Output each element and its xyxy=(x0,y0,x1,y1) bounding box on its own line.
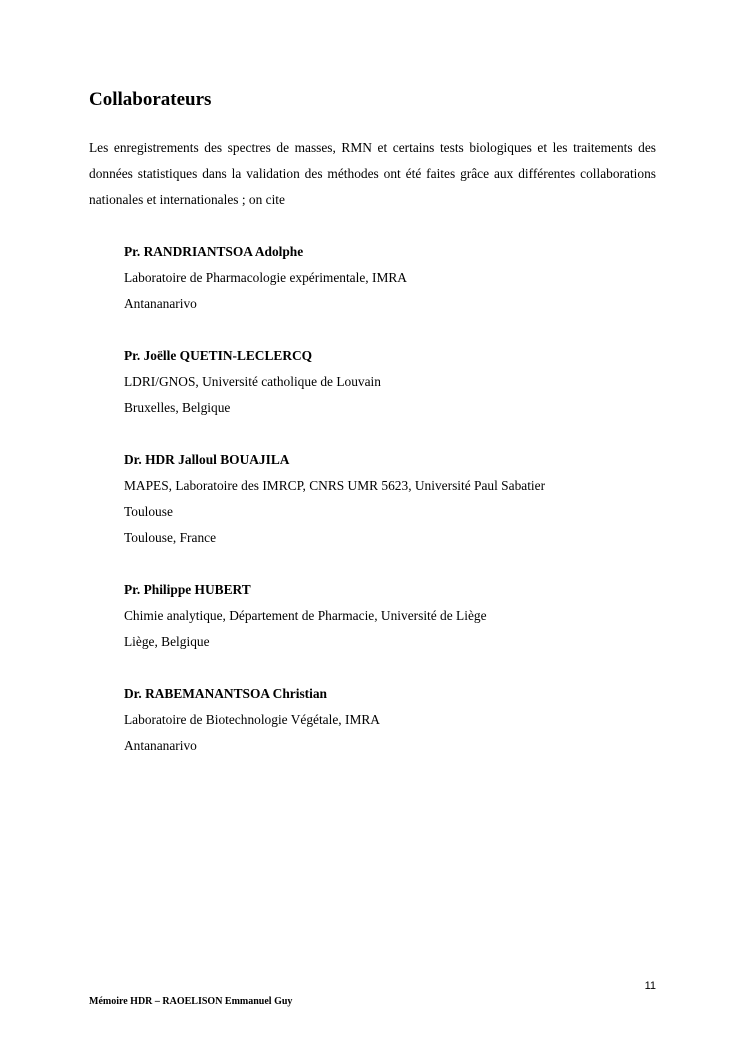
collaborator-location: Antananarivo xyxy=(124,738,197,753)
collaborator-location: Toulouse, France xyxy=(124,530,217,545)
collaborator-entry xyxy=(124,239,684,317)
collaborator-city: Toulouse xyxy=(124,504,173,519)
collaborator-affiliation: Laboratoire de Biotechnologie Végétale, IMRA xyxy=(124,712,380,727)
collaborator-affiliation: LDRI/GNOS, Université catholique de Louvain xyxy=(124,374,381,389)
collaborator-name: Pr. RANDRIANTSOA Adolphe xyxy=(124,244,304,259)
collaborator-name: Pr. Philippe HUBERT xyxy=(124,582,251,597)
collaborator-name: Pr. Joëlle QUETIN-LECLERCQ xyxy=(124,348,313,363)
intro-paragraph: Les enregistrements des spectres de masses, RMN et certains tests biologiques et les traitements des données statistiques dans la validation des méthodes ont été faites grâce aux différentes collaborations nationales et internationales ; on cite xyxy=(89,140,656,207)
collaborator-affiliation: Laboratoire de Pharmacologie expérimentale, IMRA xyxy=(124,270,407,285)
collaborator-location: Bruxelles, Belgique xyxy=(124,400,231,415)
collaborator-location: Antananarivo xyxy=(124,296,197,311)
collaborator-entry xyxy=(124,577,684,655)
footer-text: Mémoire HDR – RAOELISON Emmanuel Guy xyxy=(89,996,293,1007)
collaborator-entry xyxy=(124,343,684,421)
page-number: 11 xyxy=(644,980,656,992)
collaborator-name: Dr. HDR Jalloul BOUAJILA xyxy=(124,452,290,467)
collaborator-entry xyxy=(124,681,684,759)
collaborator-location: Liège, Belgique xyxy=(124,634,210,649)
collaborator-entry xyxy=(124,447,684,551)
collaborator-list xyxy=(124,239,684,785)
page-title: Collaborateurs xyxy=(89,89,212,110)
collaborator-name: Dr. RABEMANANTSOA Christian xyxy=(124,686,327,701)
collaborator-affiliation: Chimie analytique, Département de Pharmacie, Université de Liège xyxy=(124,608,487,623)
collaborator-affiliation: MAPES, Laboratoire des IMRCP, CNRS UMR 5623, Université Paul Sabatier xyxy=(124,478,546,493)
